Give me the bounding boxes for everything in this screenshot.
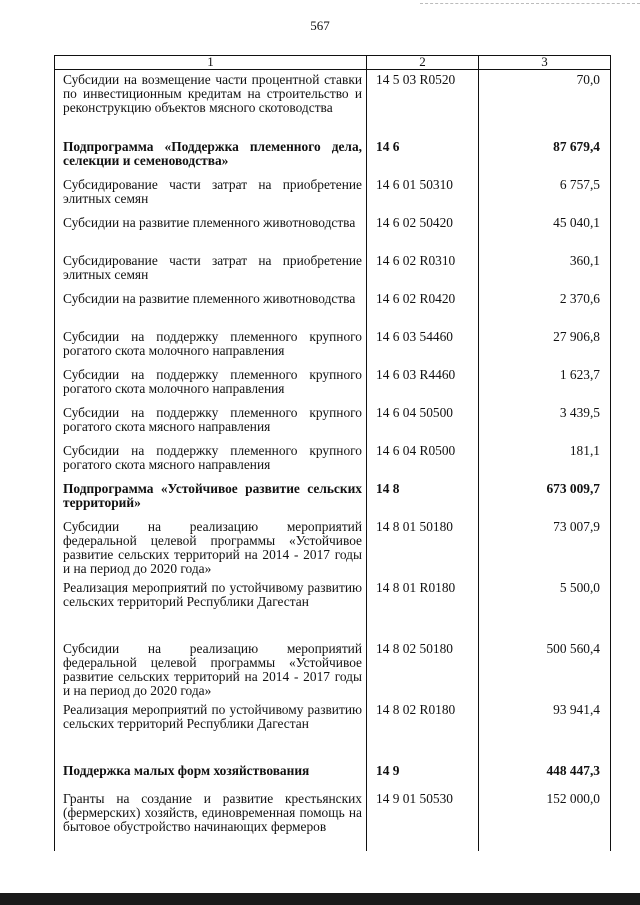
row-name: Субсидии на развитие племенного животноводства: [63, 291, 356, 306]
row-name: Субсидии на поддержку племенного крупного рогатого скота мясного направления: [63, 443, 362, 472]
row-amount: 87 679,4: [479, 137, 611, 175]
row-name: Субсидии на развитие племенного животноводства: [63, 215, 356, 230]
row-name: Реализация мероприятий по устойчивому развитию сельских территорий Республики Дагестан: [63, 702, 362, 731]
row-name: Субсидии на реализацию мероприятий федеральной целевой программы «Устойчивое развитие сельских территорий на 2014 - 2017 годы и на период до 2020 года»: [63, 519, 362, 576]
row-code: 14 8 02 50180: [367, 639, 479, 700]
row-code: 14 6 03 R4460: [367, 365, 479, 403]
row-name: Гранты на создание и развитие крестьянских (фермерских) хозяйств, единовременная помощь на бытовое обустройство начинающих фермеров: [63, 791, 362, 834]
table-row: [55, 175, 611, 213]
row-name-cell: [55, 789, 367, 851]
row-name: Субсидии на поддержку племенного крупного рогатого скота молочного направления: [63, 367, 362, 396]
row-code: 14 6 03 54460: [367, 327, 479, 365]
row-code: 14 6 01 50310: [367, 175, 479, 213]
table-row: [55, 365, 611, 403]
row-amount: 181,1: [479, 441, 611, 479]
row-name: Субсидии на поддержку племенного крупного рогатого скота молочного направления: [63, 329, 362, 358]
row-code: 14 8 01 R0180: [367, 578, 479, 639]
table-row: [55, 70, 611, 138]
row-name: Реализация мероприятий по устойчивому развитию сельских территорий Республики Дагестан: [63, 580, 362, 609]
column-header-3: 3: [479, 56, 611, 70]
row-name-cell: [55, 517, 367, 578]
row-amount: 27 906,8: [479, 327, 611, 365]
row-amount: 1 623,7: [479, 365, 611, 403]
row-name: Субсидирование части затрат на приобретение элитных семян: [63, 253, 362, 282]
row-code: 14 8 02 R0180: [367, 700, 479, 761]
table-row: [55, 251, 611, 289]
row-name-cell: [55, 213, 367, 251]
column-header-2: 2: [367, 56, 479, 70]
row-name: Субсидирование части затрат на приобретение элитных семян: [63, 177, 362, 206]
row-name: Субсидии на поддержку племенного крупного рогатого скота мясного направления: [63, 405, 362, 434]
row-name-cell: [55, 639, 367, 700]
row-code: 14 8: [367, 479, 479, 517]
row-amount: 152 000,0: [479, 789, 611, 851]
budget-table-container: [54, 55, 610, 851]
row-code: 14 6: [367, 137, 479, 175]
row-amount: 5 500,0: [479, 578, 611, 639]
row-code: 14 9 01 50530: [367, 789, 479, 851]
row-name: Подпрограмма «Устойчивое развитие сельских территорий»: [63, 481, 362, 510]
column-header-1: 1: [55, 56, 367, 70]
row-name-cell: [55, 137, 367, 175]
table-row: [55, 441, 611, 479]
row-name: Поддержка малых форм хозяйствования: [63, 763, 310, 778]
row-code: 14 5 03 R0520: [367, 70, 479, 138]
table-row: [55, 479, 611, 517]
scan-artifact-line: [420, 3, 640, 4]
row-name-cell: [55, 365, 367, 403]
row-name-cell: [55, 403, 367, 441]
row-amount: 448 447,3: [479, 761, 611, 789]
row-amount: 2 370,6: [479, 289, 611, 327]
row-name-cell: [55, 700, 367, 761]
table-row: [55, 137, 611, 175]
row-amount: 73 007,9: [479, 517, 611, 578]
row-code: 14 6 02 R0310: [367, 251, 479, 289]
table-row: [55, 700, 611, 761]
table-row: [55, 289, 611, 327]
row-code: 14 9: [367, 761, 479, 789]
table-body: [55, 70, 611, 852]
row-code: 14 6 04 50500: [367, 403, 479, 441]
row-amount: 70,0: [479, 70, 611, 138]
row-amount: 6 757,5: [479, 175, 611, 213]
row-name-cell: [55, 289, 367, 327]
row-name-cell: [55, 175, 367, 213]
row-amount: 93 941,4: [479, 700, 611, 761]
row-name: Субсидии на возмещение части процентной ставки по инвестиционным кредитам на строительство и реконструкцию объектов мясного скотоводства: [63, 72, 362, 115]
row-code: 14 6 04 R0500: [367, 441, 479, 479]
row-amount: 673 009,7: [479, 479, 611, 517]
row-code: 14 6 02 R0420: [367, 289, 479, 327]
row-name-cell: [55, 70, 367, 138]
table-row: [55, 789, 611, 851]
budget-table: [54, 55, 611, 851]
row-name-cell: [55, 251, 367, 289]
table-row: [55, 578, 611, 639]
row-code: 14 8 01 50180: [367, 517, 479, 578]
row-name: Подпрограмма «Поддержка племенного дела, селекции и семеноводства»: [63, 139, 362, 168]
table-row: [55, 517, 611, 578]
row-amount: 500 560,4: [479, 639, 611, 700]
row-amount: 45 040,1: [479, 213, 611, 251]
row-amount: 360,1: [479, 251, 611, 289]
table-row: [55, 403, 611, 441]
row-name-cell: [55, 761, 367, 789]
table-row: [55, 327, 611, 365]
table-row: [55, 639, 611, 700]
row-name-cell: [55, 327, 367, 365]
row-name-cell: [55, 479, 367, 517]
scan-artifact-band: [0, 893, 640, 905]
row-amount: 3 439,5: [479, 403, 611, 441]
row-code: 14 6 02 50420: [367, 213, 479, 251]
row-name: Субсидии на реализацию мероприятий федеральной целевой программы «Устойчивое развитие сельских территорий на 2014 - 2017 годы и на период до 2020 года»: [63, 641, 362, 698]
row-name-cell: [55, 441, 367, 479]
row-name-cell: [55, 578, 367, 639]
table-row: [55, 761, 611, 789]
table-row: [55, 213, 611, 251]
page-number: 567: [310, 18, 330, 33]
table-header-row: [55, 56, 611, 70]
